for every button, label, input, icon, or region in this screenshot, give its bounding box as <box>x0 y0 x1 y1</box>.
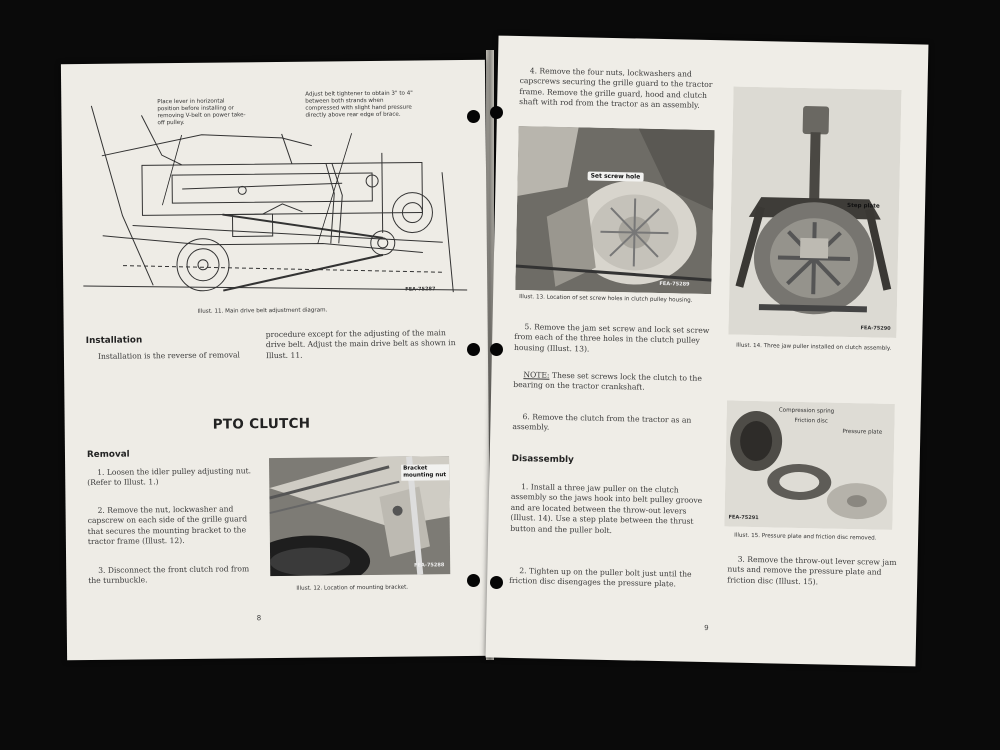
figure12-label: Bracket mounting nut <box>401 464 449 481</box>
removal-step-2: 2. Remove the nut, lockwasher and capscrew on each side of the grille guard that secures the mounting bracket to the tractor frame (Illust. 12). <box>87 504 248 547</box>
page-number-left: 8 <box>256 614 262 623</box>
figure11-number: FEA-75287 <box>405 286 436 293</box>
step-6: 6. Remove the clutch from the tractor as an assembly. <box>512 412 692 433</box>
figure14-caption: Illust. 14. Three jaw puller installed on clutch assembly. <box>736 342 892 352</box>
disassembly-step-1: 1. Install a three jaw puller on the clutch assembly so the jaws hook into belt pulley groove and are located between the throw-out levers (Illust. 14). Use a step plate between the thrust button and the puller bolt. <box>510 482 703 535</box>
step-4: 4. Remove the four nuts, lockwashers and capscrews securing the grille guard to the tractor frame. Remove the grille guard, hood and clutch shaft with rod from the tractor as an assembly. <box>519 66 713 111</box>
figure15-number: FEA-75291 <box>728 514 759 522</box>
figure11-callout-tightener: Adjust belt tightener to obtain 3" to 4" between both strands when compressed with slight hand pressure directly above rear edge of brace. <box>305 90 413 119</box>
figure15-caption: Illust. 15. Pressure plate and friction disc removed. <box>734 532 877 542</box>
main-drive-belt-diagram <box>81 92 467 306</box>
note-label: NOTE: <box>523 370 550 380</box>
figure11-callout-lever: Place lever in horizontal position before installing or removing V-belt on power take-off pulley. <box>157 98 246 127</box>
removal-step-1: 1. Loosen the idler pulley adjusting nut. (Refer to Illust. 1.) <box>87 466 252 488</box>
removal-step-3: 3. Disconnect the front clutch rod from the turnbuckle. <box>88 564 250 586</box>
binding-hole <box>467 574 480 587</box>
figure13-caption: Illust. 13. Location of set screw holes in clutch pulley housing. <box>519 294 693 304</box>
figure14-number: FEA-75290 <box>860 325 891 332</box>
binding-hole <box>490 576 503 589</box>
set-screw-hole-photo <box>515 126 714 294</box>
figure14-label: Step plate <box>847 202 880 210</box>
binding-hole <box>467 343 480 356</box>
note-text: These set screws lock the clutch to the bearing on the tractor crankshaft. <box>513 370 702 393</box>
disassembly-heading: Disassembly <box>511 453 574 466</box>
installation-text-right: procedure except for the adjusting of the main drive belt. Adjust the main drive belt as shown in Illust. 11. <box>265 328 456 360</box>
figure15-label-disc: Friction disc <box>794 417 828 425</box>
step-5: 5. Remove the jam set screw and lock set screw from each of the three holes in the clutch pulley housing (Illust. 13). <box>513 322 710 354</box>
page-number-right: 9 <box>704 624 709 633</box>
disassembly-step-3: 3. Remove the throw-out lever screw jam nuts and remove the pressure plate and friction disc (Illust. 15). <box>727 554 897 587</box>
installation-heading: Installation <box>85 335 143 346</box>
installation-text-left: Installation is the reverse of removal <box>97 350 240 361</box>
figure13-number: FEA-75289 <box>659 280 690 288</box>
figure12-number: FEA-75288 <box>414 562 445 569</box>
figure12-caption: Illust. 12. Location of mounting bracket. <box>296 584 409 592</box>
figure11-caption: Illust. 11. Main drive belt adjustment diagram. <box>197 307 328 315</box>
figure15-label-plate: Pressure plate <box>842 428 883 436</box>
figure13-label: Set screw hole <box>588 171 644 181</box>
figure15-label-spring: Compression spring <box>778 407 835 415</box>
three-jaw-puller-photo <box>728 86 901 337</box>
right-page <box>486 36 929 667</box>
disassembly-step-2: 2. Tighten up on the puller bolt just until the friction disc disengages the pressure plate. <box>509 566 692 589</box>
note <box>513 370 709 395</box>
binding-hole <box>490 343 503 356</box>
binding-hole <box>490 106 503 119</box>
removal-heading: Removal <box>86 449 130 460</box>
section-title: PTO CLUTCH <box>212 415 311 433</box>
left-page <box>61 60 491 660</box>
binding-hole <box>467 110 480 123</box>
